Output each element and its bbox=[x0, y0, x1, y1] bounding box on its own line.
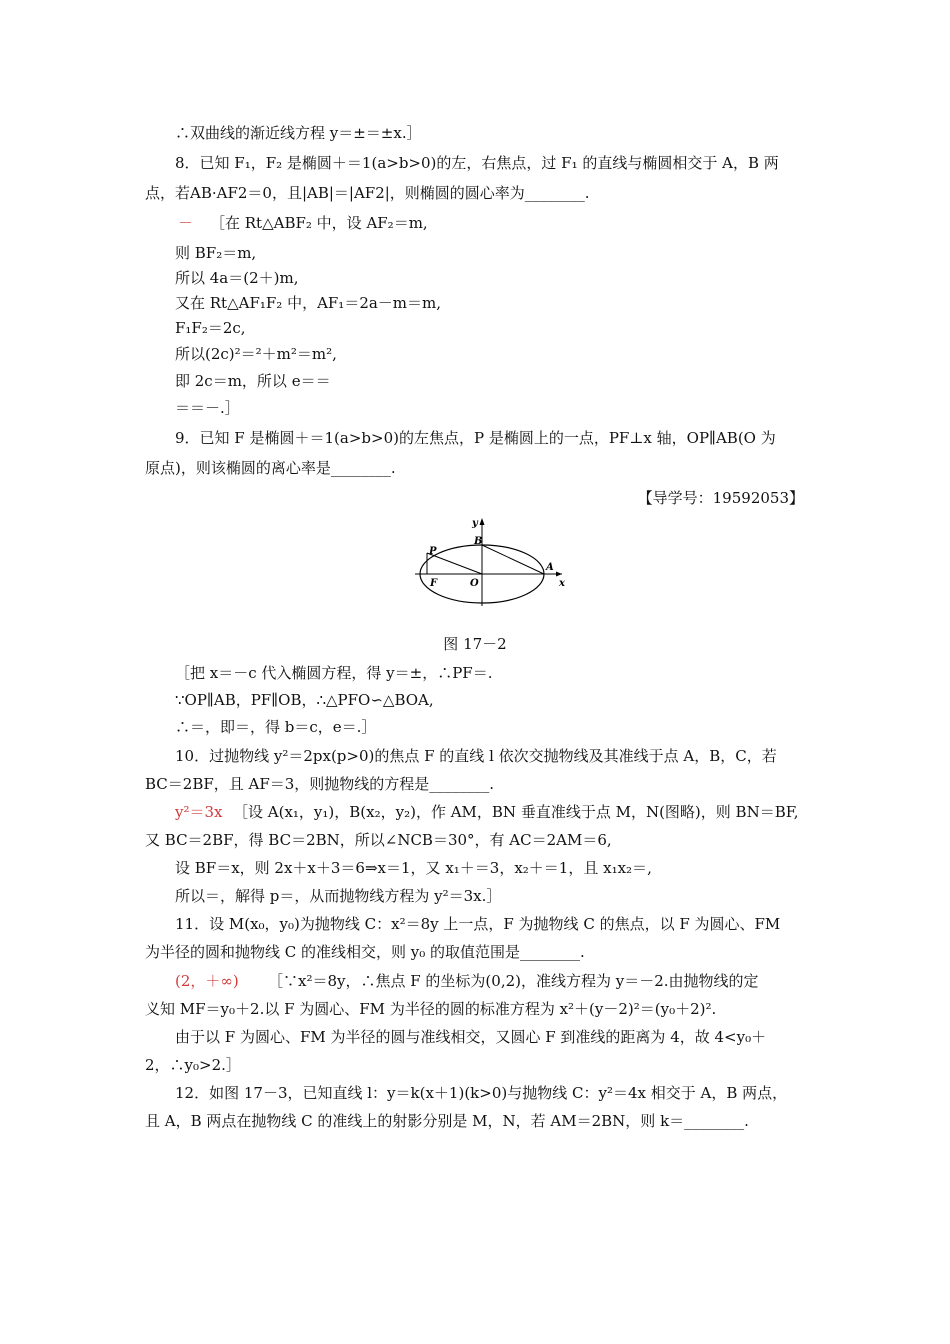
question-12-line-2: 且 A，B 两点在抛物线 C 的准线上的射影分别是 M，N，若 AM＝2BN，则 k＝________. bbox=[145, 1112, 749, 1130]
solution-8-line: 则 BF₂＝m, bbox=[175, 244, 257, 262]
solution-8-line: F₁F₂＝2c, bbox=[175, 319, 246, 337]
solution-9-line: ∵OP∥AB，PF∥OB，∴△PFO∽△BOA, bbox=[175, 691, 434, 709]
answer-10: y²＝3x bbox=[175, 803, 223, 821]
label-b: B bbox=[474, 536, 483, 547]
question-12-line-1: 12．如图 17－3，已知直线 l：y＝k(x＋1)(k>0)与抛物线 C：y²＝4x 相交于 A，B 两点， bbox=[175, 1084, 788, 1102]
solution-8-line: 所以 4a＝(2＋)m, bbox=[175, 269, 299, 287]
label-x: x bbox=[559, 578, 565, 589]
solution-9-line: ［把 x＝－c 代入椭圆方程，得 y＝±，∴PF＝. bbox=[175, 664, 493, 682]
question-11-line-1: 11．设 M(x₀，y₀)为抛物线 C：x²＝8y 上一点，F 为抛物线 C 的焦点，以 F 为圆心、FM bbox=[175, 915, 781, 933]
solution-8-line: ［在 Rt△ABF₂ 中，设 AF₂＝m, bbox=[210, 214, 428, 232]
label-y: y bbox=[472, 518, 478, 529]
solution-8-line: 所以(2c)²＝²＋m²＝m², bbox=[175, 345, 337, 363]
question-9-line-2: 原点)，则该椭圆的离心率是________. bbox=[145, 459, 396, 477]
solution-8-line: 即 2c＝m，所以 e＝＝ bbox=[175, 372, 331, 390]
ellipse-figure bbox=[410, 512, 570, 612]
question-10-line-2: BC＝2BF，且 AF＝3，则抛物线的方程是________. bbox=[145, 775, 495, 793]
label-a: A bbox=[546, 562, 554, 573]
label-o: O bbox=[470, 578, 479, 589]
y-axis-arrow bbox=[480, 518, 485, 525]
solution-10-line: 所以＝，解得 p＝，从而抛物线方程为 y²＝3x.］ bbox=[175, 887, 502, 905]
label-f: F bbox=[430, 578, 438, 589]
solution-11-line: 义知 MF＝y₀＋2.以 F 为圆心、FM 为半径的圆的标准方程为 x²＋(y－2)²＝(y₀＋2)². bbox=[145, 1000, 717, 1018]
solution-11-line: 由于以 F 为圆心、FM 为半径的圆与准线相交，又圆心 F 到准线的距离为 4，故 4<y₀＋ bbox=[175, 1028, 767, 1046]
label-p: P bbox=[429, 546, 437, 557]
question-8-line-1: 8．已知 F₁，F₂ 是椭圆＋＝1(a>b>0)的左，右焦点，过 F₁ 的直线与椭圆相交于 A，B 两 bbox=[175, 154, 779, 172]
solution-9-line: ∴＝，即＝，得 b＝c，e＝.］ bbox=[175, 718, 377, 736]
answer-8: － bbox=[178, 214, 194, 232]
solution-11-line: ［∵x²＝8y，∴焦点 F 的坐标为(0,2)，准线方程为 y＝－2.由抛物线的定 bbox=[268, 972, 759, 990]
figure-caption: 图 17－2 bbox=[443, 635, 507, 653]
question-8-line-2: 点，若AB·AF2＝0，且|AB|＝|AF2|，则椭圆的圆心率为________. bbox=[145, 184, 590, 202]
text-line: ∴双曲线的渐近线方程 y＝±＝±x.］ bbox=[175, 124, 422, 142]
solution-8-line: 又在 Rt△AF₁F₂ 中，AF₁＝2a－m＝m, bbox=[175, 294, 442, 312]
solution-10-line: 设 BF＝x，则 2x＋x＋3＝6⇒x＝1，又 x₁＋＝3，x₂＋＝1，且 x₁x₂＝, bbox=[175, 859, 652, 877]
solution-10-line: 又 BC＝2BF，得 BC＝2BN，所以∠NCB＝30°，有 AC＝2AM＝6, bbox=[145, 831, 612, 849]
x-axis-arrow bbox=[556, 572, 562, 577]
solution-10-line: ［设 A(x₁，y₁)，B(x₂，y₂)，作 AM，BN 垂直准线于点 M，N(图略)，则 BN＝BF, bbox=[233, 803, 799, 821]
question-9-line-1: 9．已知 F 是椭圆＋＝1(a>b>0)的左焦点，P 是椭圆上的一点，PF⊥x 轴，OP∥AB(O 为 bbox=[175, 429, 776, 447]
question-10-line-1: 10．过抛物线 y²＝2px(p>0)的焦点 F 的直线 l 依次交抛物线及其准线于点 A，B，C，若 bbox=[175, 747, 777, 765]
guide-number: 【导学号：19592053】 bbox=[637, 489, 804, 507]
solution-11-line: 2，∴y₀>2.］ bbox=[145, 1056, 241, 1074]
question-11-line-2: 为半径的圆和抛物线 C 的准线相交，则 y₀ 的取值范围是________. bbox=[145, 943, 585, 961]
solution-8-line: ＝＝－.］ bbox=[175, 399, 240, 417]
answer-11: (2，＋∞) bbox=[175, 972, 239, 990]
